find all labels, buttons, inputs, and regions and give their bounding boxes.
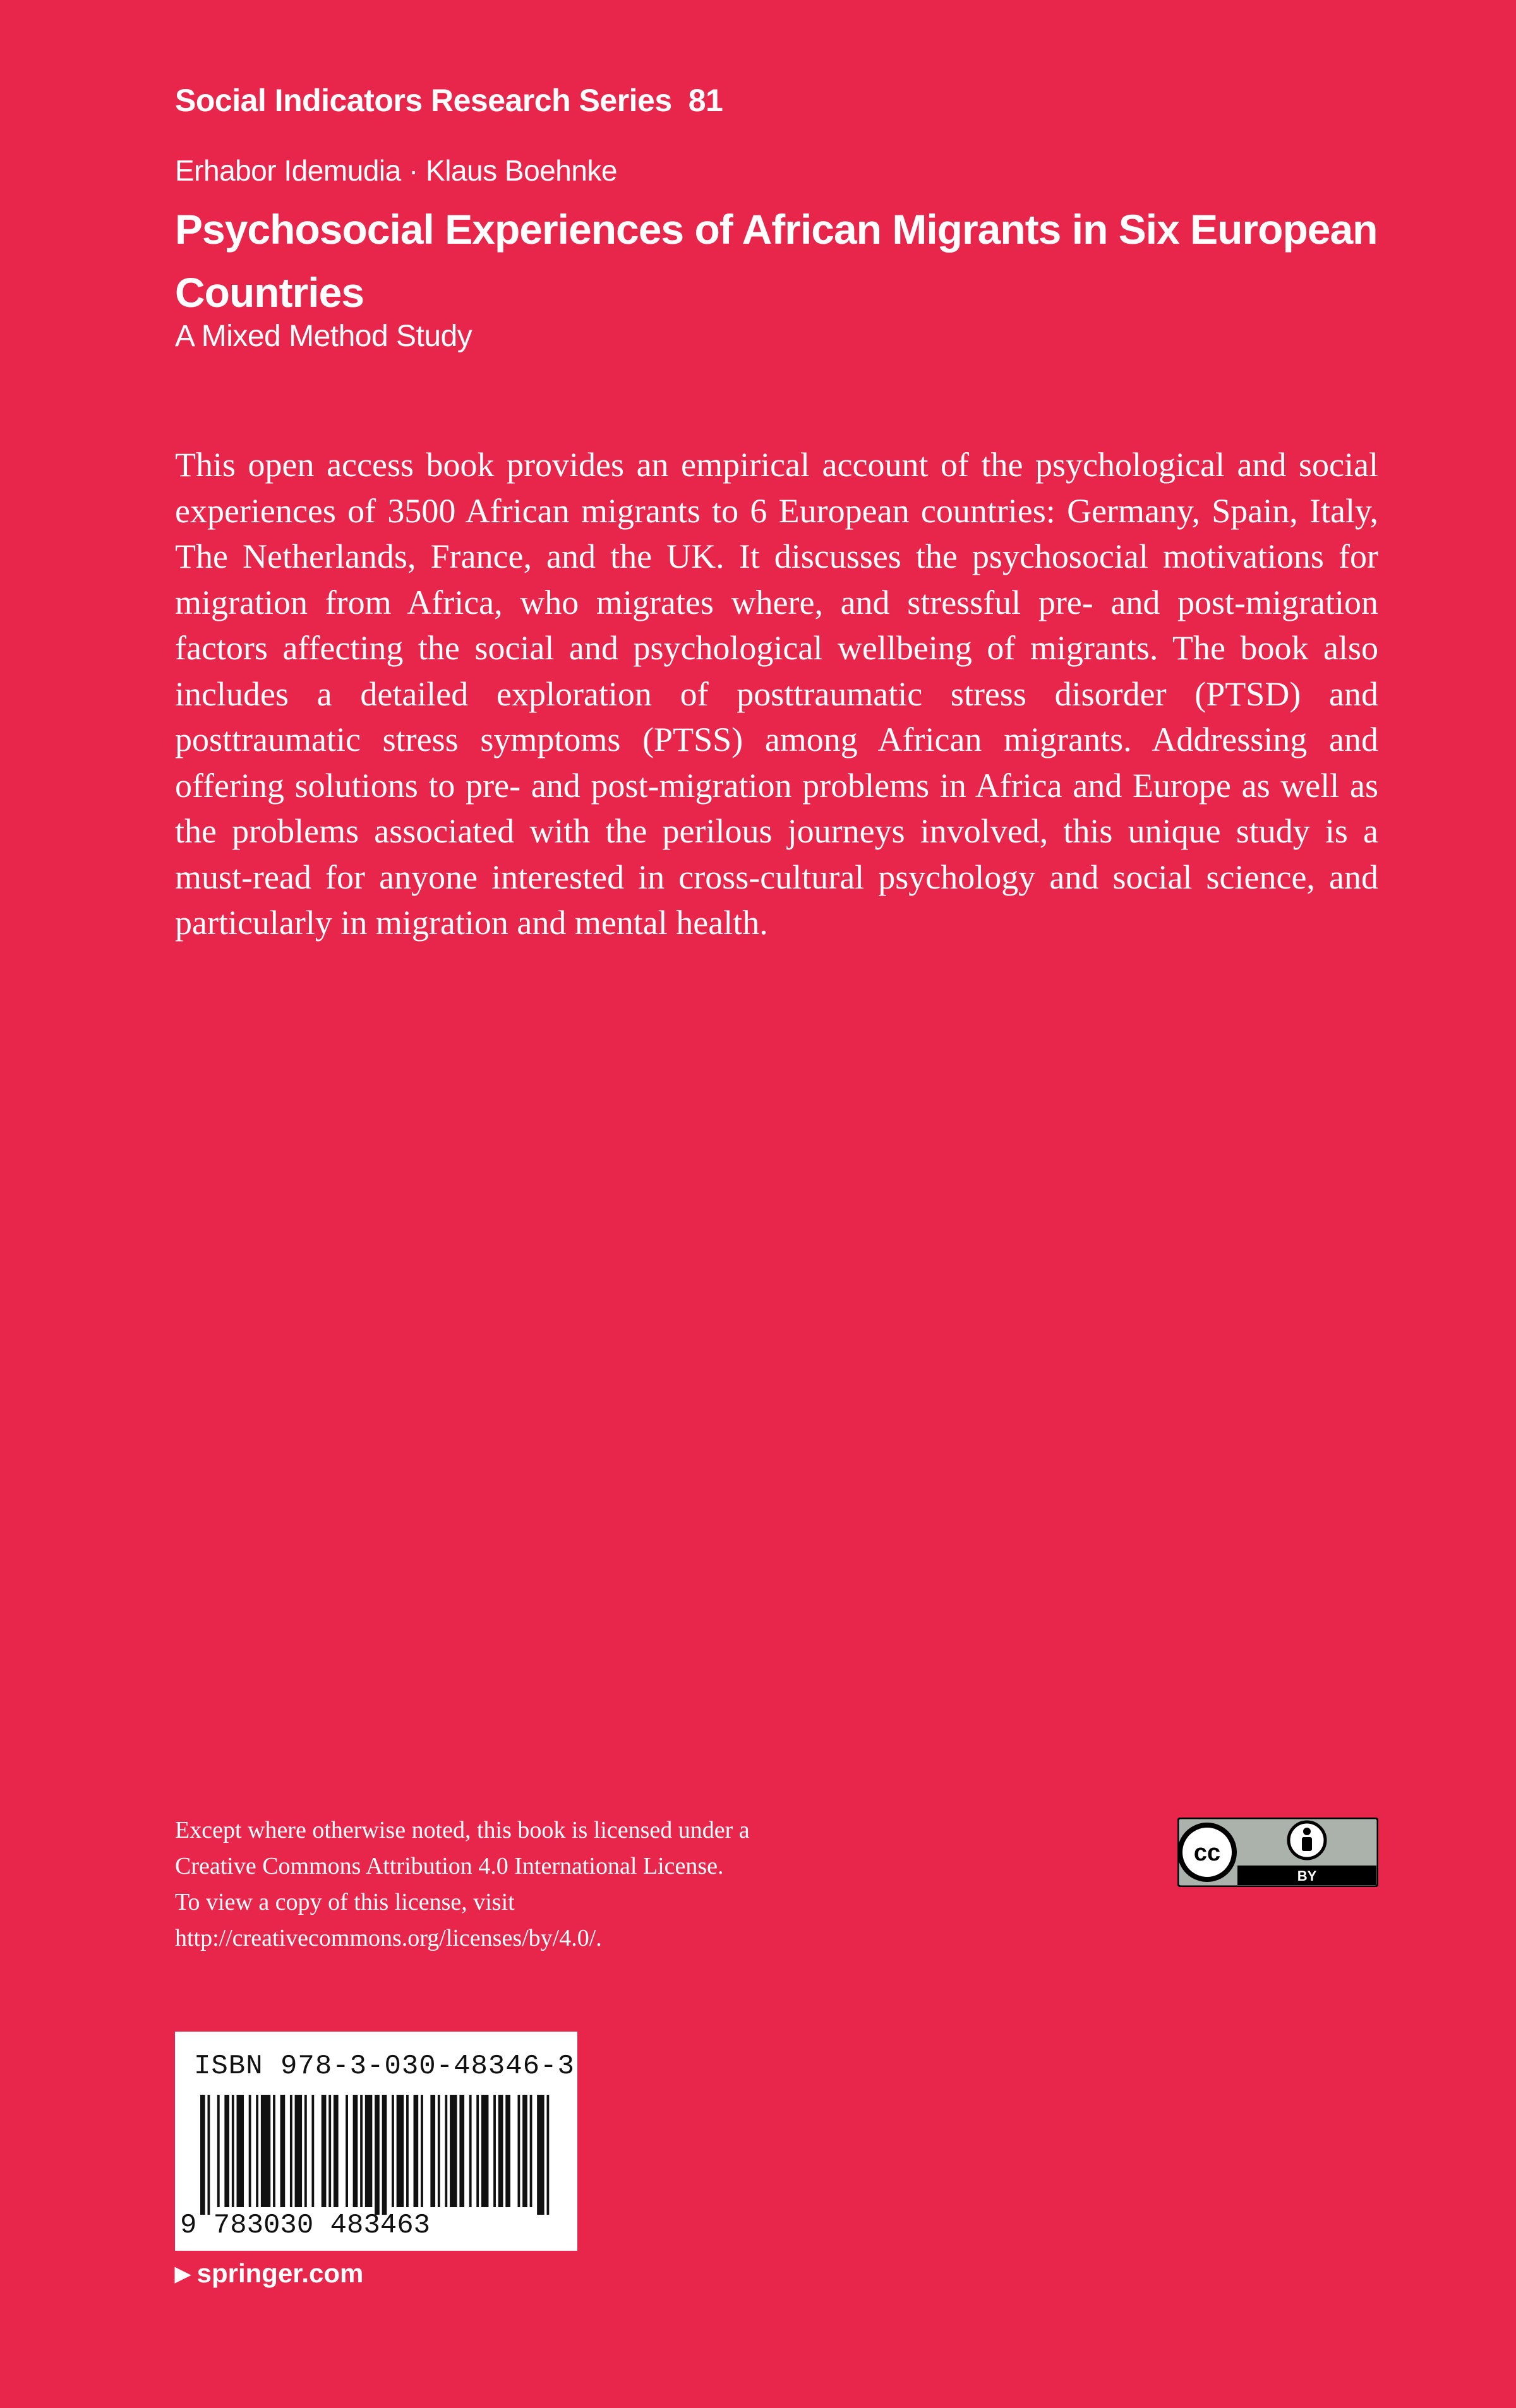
barcode-bar <box>237 2095 244 2207</box>
barcode-bar <box>546 2095 549 2215</box>
series-title <box>175 82 723 119</box>
barcode-bar <box>430 2095 435 2207</box>
barcode-bar <box>517 2095 520 2207</box>
cc-badge-label: cc <box>1193 1840 1221 1866</box>
license-line: To view a copy of this license, visit <box>175 1889 515 1915</box>
book-description: This open access book provides an empirical account of the psychological and social experiences of 3500 African migrants to 6 European countries: Germany, Spain, Italy, The Netherlands, France, and the UK. It discusses the psychosocial motivations for migration from Africa, who migrates where, and stressful pre- and post-migration factors affecting the social and psychological wellbeing of migrants. The book also includes a detailed exploration of posttraumatic stress disorder (PTSD) and posttraumatic stress symptoms (PTSS) among African migrants. Addressing and offering solutions to pre- and post-migration problems in Africa and Europe as well as the problems associated with the perilous journeys involved, this unique study is a must-read for anyone interested in cross-cultural psychology and social science, and particularly in migration and mental health. <box>175 446 1378 942</box>
barcode-bar <box>200 2095 205 2215</box>
barcode-bar <box>365 2095 373 2207</box>
barcode-bar <box>261 2095 270 2207</box>
license-url: http://creativecommons.org/licenses/by/4.0/. <box>175 1925 602 1951</box>
barcode-bar <box>397 2095 404 2207</box>
license-line: Creative Commons Attribution 4.0 International License. <box>175 1853 724 1879</box>
barcode-bar <box>295 2095 303 2207</box>
barcode-digits: 9 783030 483463 <box>180 2210 431 2241</box>
barcode-bar <box>445 2095 447 2207</box>
barcode-bar <box>224 2095 229 2207</box>
barcode-bar <box>334 2095 339 2207</box>
barcode-bar <box>346 2095 348 2207</box>
barcode-bar <box>438 2095 440 2207</box>
barcode-bar <box>304 2095 307 2207</box>
isbn-label: ISBN 978-3-030-48346-3 <box>194 2051 575 2082</box>
triangle-right-icon: ▶ <box>175 2262 191 2285</box>
series-name: Social Indicators Research Series <box>175 83 672 118</box>
barcode-bar <box>382 2095 387 2215</box>
license-line: Except where otherwise noted, this book is licensed under a <box>175 1817 750 1843</box>
isbn-barcode-box <box>175 2032 577 2251</box>
series-number: 81 <box>688 83 723 118</box>
publisher-link[interactable] <box>175 2258 363 2289</box>
barcode-bar <box>280 2095 286 2207</box>
license-notice <box>175 1812 933 1956</box>
barcode-bar <box>530 2095 532 2207</box>
barcode-bar <box>414 2095 419 2207</box>
barcode-bar <box>392 2095 394 2207</box>
barcode-bar <box>522 2095 527 2207</box>
barcode-bar <box>481 2095 489 2207</box>
barcode-bar <box>208 2095 210 2215</box>
barcode-bar <box>256 2095 258 2207</box>
authors: Erhabor Idemudia · Klaus Boehnke <box>175 154 617 187</box>
book-title: Psychosocial Experiences of African Migrants in Six European Countries <box>175 206 1378 316</box>
barcode-bar <box>232 2095 234 2207</box>
barcode-bar <box>493 2095 496 2207</box>
barcode-bar <box>322 2095 327 2207</box>
barcode-bar <box>273 2095 275 2207</box>
barcode-bar <box>217 2095 220 2207</box>
barcode-bar <box>537 2095 544 2215</box>
barcode-bar <box>476 2095 479 2207</box>
barcode-bar <box>328 2095 331 2207</box>
barcode-bar <box>290 2095 292 2207</box>
barcode-bar <box>469 2095 472 2207</box>
barcode-bar <box>459 2095 464 2207</box>
creative-commons-by-icon <box>1177 1818 1378 1887</box>
barcode-bar <box>498 2095 503 2207</box>
barcode-bar <box>450 2095 457 2207</box>
barcode-bar <box>421 2095 423 2207</box>
book-subtitle: A Mixed Method Study <box>175 320 472 353</box>
barcode-bar <box>311 2095 314 2207</box>
barcode-bar <box>360 2095 363 2207</box>
barcode-bar <box>505 2095 510 2207</box>
by-badge-label: BY <box>1297 1868 1317 1884</box>
barcode-bar <box>353 2095 358 2207</box>
barcode-bar <box>249 2095 251 2207</box>
barcode-bar <box>375 2095 380 2215</box>
barcode-bar <box>406 2095 409 2207</box>
publisher-url: springer.com <box>196 2258 364 2288</box>
barcode <box>200 2095 554 2215</box>
